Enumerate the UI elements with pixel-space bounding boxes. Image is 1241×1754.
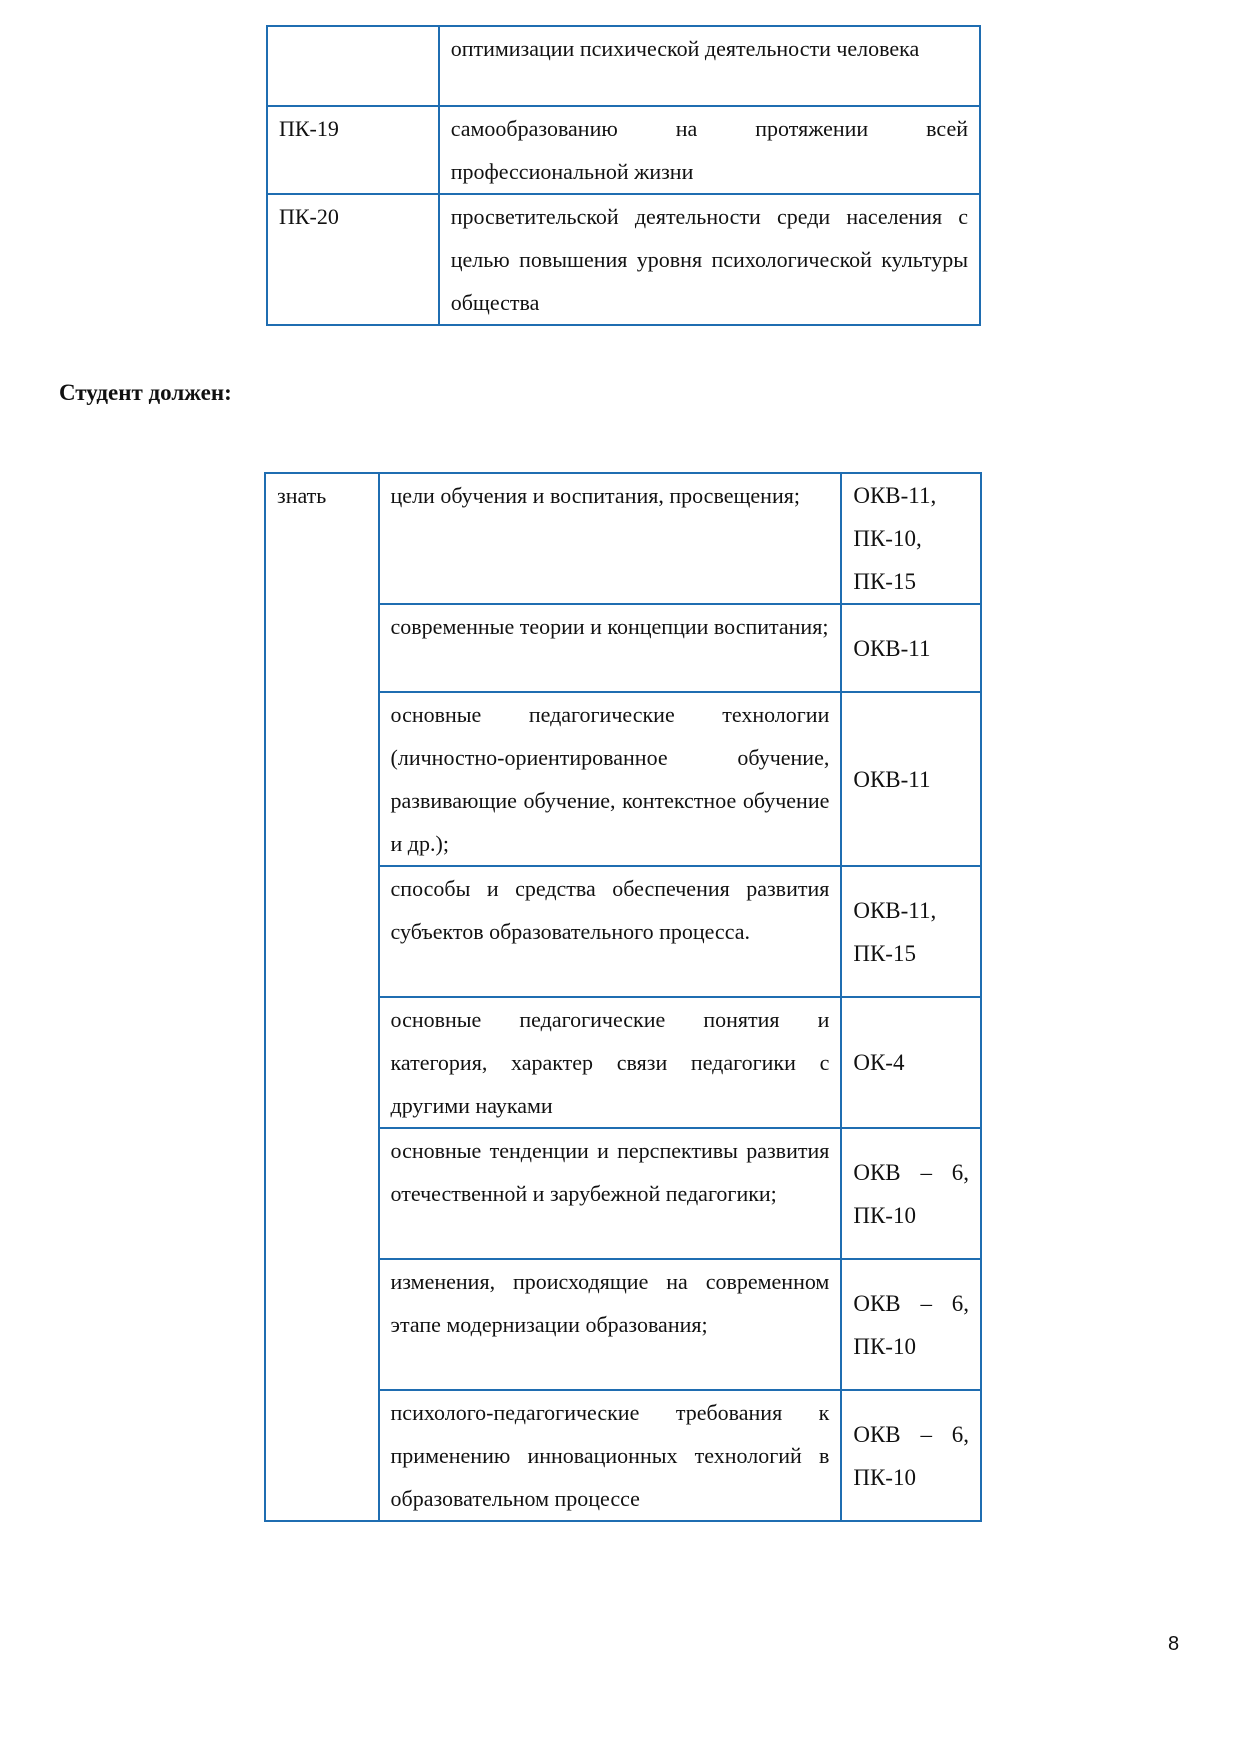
competency-codes-cell: ОКВ-11	[841, 692, 981, 866]
requirement-text-cell: современные теории и концепции воспитания;	[379, 604, 842, 692]
page-number: 8	[1168, 1633, 1180, 1655]
competency-codes-cell: ОКВ-11	[841, 604, 981, 692]
requirement-text-cell: основные тенденции и перспективы развития отечественной и зарубежной педагогики;	[379, 1128, 842, 1259]
table-row	[267, 106, 980, 194]
knowledge-requirements-table	[264, 472, 982, 1522]
section-heading: Студент должен:	[59, 380, 232, 405]
competency-codes-cell: ОК-4	[841, 997, 981, 1128]
competency-continuation-table	[266, 25, 981, 326]
requirement-text-cell: способы и средства обеспечения развития субъектов образовательного процесса.	[379, 866, 842, 997]
requirement-text-cell: цели обучения и воспитания, просвещения;	[379, 473, 842, 604]
requirement-text-cell: основные педагогические понятия и категория, характер связи педагогики с другими науками	[379, 997, 842, 1128]
competency-codes-cell: ОКВ-11, ПК-15	[841, 866, 981, 997]
competency-codes-cell: ОКВ – 6, ПК-10	[841, 1390, 981, 1521]
competency-code-cell: ПК-19	[267, 106, 439, 194]
category-cell: знать	[265, 473, 379, 1521]
table-row	[267, 194, 980, 325]
competency-description-cell: просветительской деятельности среди населения с целью повышения уровня психологической культуры общества	[439, 194, 980, 325]
table-row	[265, 473, 981, 604]
requirement-text-cell: изменения, происходящие на современном этапе модернизации образования;	[379, 1259, 842, 1390]
competency-codes-cell: ОКВ-11, ПК-10, ПК-15	[841, 473, 981, 604]
competency-code-cell: ПК-20	[267, 194, 439, 325]
requirement-text-cell: психолого-педагогические требования к применению инновационных технологий в образовательном процессе	[379, 1390, 842, 1521]
competency-description-cell: оптимизации психической деятельности человека	[439, 26, 980, 106]
requirement-text-cell: основные педагогические технологии (личностно-ориентированное обучение, развивающие обучение, контекстное обучение и др.);	[379, 692, 842, 866]
competency-codes-cell: ОКВ – 6, ПК-10	[841, 1259, 981, 1390]
competency-code-cell	[267, 26, 439, 106]
competency-codes-cell: ОКВ – 6, ПК-10	[841, 1128, 981, 1259]
table-row	[267, 26, 980, 106]
competency-description-cell: самообразованию на протяжении всей профессиональной жизни	[439, 106, 980, 194]
